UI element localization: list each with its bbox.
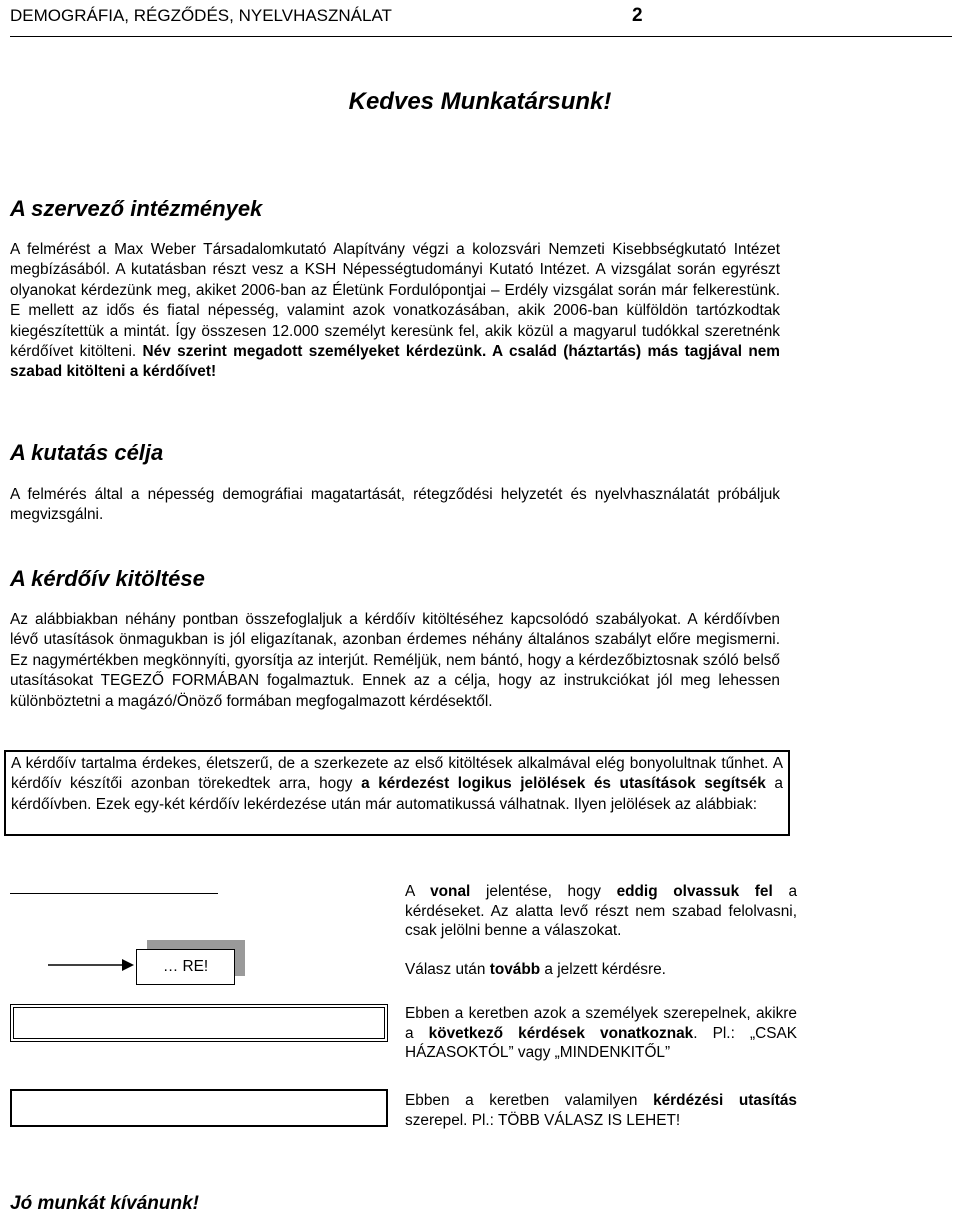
frame1-desc-t2: . Pl.: „CSAK HÁZASOKTÓL” vagy „MINDENKITŐL” <box>405 1024 797 1062</box>
info-box-bold: a kérdezést logikus jelölések és utasítások segítsék <box>361 775 766 793</box>
info-box-text-1: A kérdőív tartalma érdekes, életszerű, de a szerkezete az első kitöltések alkalmával elég bonyolultnak tűnhet. A kérdőív készítői azonban törekedtek arra, hogy <box>11 755 783 793</box>
next-desc-t2: a jelzett kérdésre. <box>540 961 666 978</box>
frame2-desc-b1: kérdézési utasítás <box>653 1092 797 1109</box>
organizers-paragraph <box>10 240 780 383</box>
closing-text: Jó munkát kívánunk! <box>10 1193 199 1214</box>
line-desc-b2: eddig olvassuk fel <box>616 883 773 900</box>
page-header <box>10 4 952 37</box>
info-box <box>4 750 790 836</box>
next-description <box>405 960 797 980</box>
arrow-right-icon <box>48 955 138 975</box>
organizers-bold-text: Név szerint megadott személyeket kérdezünk. A család (háztartás) más tagjával nem szabad kitölteni a kérdőívet! <box>10 343 780 381</box>
filling-paragraph: Az alábbiakban néhány pontban összefoglaljuk a kérdőív kitöltéséhez kapcsolódó szabályokat. A kérdőívben lévő utasítások önmagukban is jól eligazítanak, azonban érdemes néhány általános szabályt előre megismerni. Ez nagymértékben megkönnyíti, gyorsítja az interjút. Reméljük, nem bántó, hogy a kérdezőbiztosnak szóló belső utasításokat TEGEZŐ FORMÁBAN fogalmaztuk. Ennek az a célja, hogy az instrukciókat jól meg lehessen különböztetni a magázó/Önöző formában megfogalmazott kérdésektől. <box>10 611 780 710</box>
stop-line-example <box>10 893 218 894</box>
single-frame-example <box>10 1089 388 1127</box>
heading-research-goal: A kutatás célja <box>10 440 164 465</box>
heading-organizers: A szervező intézmények <box>10 196 263 221</box>
line-desc-b1: vonal <box>430 883 471 900</box>
next-desc-t1: Válasz után <box>405 961 490 978</box>
frame1-desc-b1: következő kérdések vonatkoznak <box>428 1024 694 1042</box>
header-title: DEMOGRÁFIA, RÉGZŐDÉS, NYELVHASZNÁLAT <box>10 6 392 25</box>
frame2-desc-t1: Ebben a keretben valamilyen <box>405 1092 654 1109</box>
heading-filling: A kérdőív kitöltése <box>10 566 205 591</box>
line-description <box>405 882 797 941</box>
organizers-text: A felmérést a Max Weber Társadalomkutató Alapítvány végzi a kolozsvári Nemzeti Kisebbségkutató Intézet megbízásából. A kutatásban részt vesz a KSH Népességtudományi Kutató Intézet. A vizsgálat során egyrészt olyanokat kérdezünk meg, akiket 2006-ban az Életünk Fordulópontjai – Erdély vizsgálat során már felkerestünk. E mellett az idős és fiatal népesség, valamint azok vonatkozásában, akik 2006-ban külföldön tartózkodtak kiegészítettük a mintát. Így összesen 12.000 személyt keresünk fel, akik közül a magyarul tudókkal szeretnénk kérdőívet kitölteni. <box>10 241 780 361</box>
line-desc-t1: A <box>405 883 431 900</box>
info-box-text-2: a kérdőívben. Ezek egy-két kérdőív lekérdezése után már automatikussá válhatnak. Ilyen jelölések az alábbiak: <box>11 775 783 813</box>
frame1-description <box>405 1004 797 1063</box>
line-desc-t3: a kérdéseket. Az alatta levő részt nem szabad felolvasni, csak jelölni benne a válaszokat. <box>405 883 798 940</box>
greeting: Kedves Munkatársunk! <box>348 88 612 115</box>
frame2-desc-t2: szerepel. Pl.: TÖBB VÁLASZ IS LEHET! <box>405 1111 681 1129</box>
double-frame-example <box>10 1004 388 1042</box>
research-goal-paragraph: A felmérés által a népesség demográfiai magatartását, rétegződési helyzetét és nyelvhasználatát próbáljuk megvizsgálni. <box>10 486 780 524</box>
next-desc-b1: tovább <box>489 961 541 978</box>
re-box: … RE! <box>136 949 235 985</box>
line-desc-t2: jelentése, hogy <box>470 883 617 900</box>
page-number: 2 <box>632 5 643 26</box>
frame2-description <box>405 1091 797 1130</box>
frame1-desc-t1: Ebben a keretben azok a személyek szerepelnek, akikre a <box>405 1005 797 1042</box>
